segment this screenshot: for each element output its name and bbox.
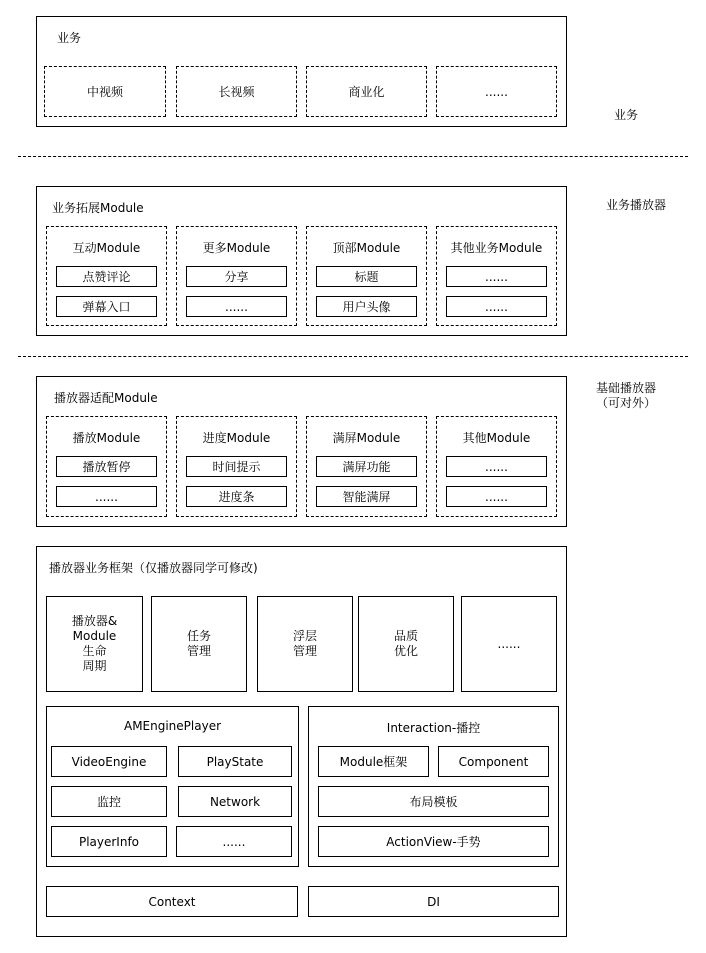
module-item: 标题 [316,266,417,287]
module-title: 其他Module [462,431,531,445]
interaction-item: ActionView-手势 [318,826,549,857]
module-title: 进度Module [202,431,271,445]
module-title: 顶部Module [332,241,401,255]
engine-item: VideoEngine [51,746,167,777]
module-item: ...... [446,486,547,507]
module-title: 互动Module [72,241,141,255]
module-item: 弹幕入口 [56,296,157,317]
module-item: 智能满屏 [316,486,417,507]
overlay-management-box [257,596,353,692]
business-item-mid-video: 中视频 [44,66,166,117]
framework-section-title: 播放器业务框架（仅播放器同学可修改) [49,561,258,575]
lifecycle-label: 播放器& Module 生命 周期 [71,614,118,673]
module-item: 时间提示 [186,456,287,477]
engine-item: 监控 [51,786,167,817]
lifecycle-box [46,596,143,692]
separator-2 [18,356,688,357]
module-item: 播放暂停 [56,456,157,477]
more-box [461,596,557,692]
more-label: ...... [497,636,521,651]
module-item: ...... [446,266,547,287]
interaction-item: Component [438,746,549,777]
engine-item: Network [178,786,292,817]
module-item: 分享 [186,266,287,287]
engine-player-title: AMEnginePlayer [123,719,222,733]
module-item: ...... [56,486,157,507]
di-box: DI [308,886,559,917]
module-title: 更多Module [202,241,271,255]
business-section-title: 业务 [57,31,82,45]
quality-optimization-label: 品质 优化 [393,629,418,658]
adapt-section-title: 播放器适配Module [54,391,158,405]
engine-item: PlayState [178,746,292,777]
module-item: 满屏功能 [316,456,417,477]
module-item: ...... [446,456,547,477]
module-item: 用户头像 [316,296,417,317]
side-label-business-player: 业务播放器 [605,198,666,212]
module-title: 其他业务Module [450,241,543,255]
interaction-title: Interaction-播控 [386,721,481,735]
business-item-long-video: 长视频 [176,66,297,117]
module-title: 播放Module [72,431,141,445]
side-label-base-player: 基础播放器 （可对外） [595,381,656,410]
quality-optimization-box [358,596,454,692]
business-item-more: ...... [436,66,557,117]
module-item: 点赞评论 [56,266,157,287]
task-management-box [151,596,247,692]
module-item: 进度条 [186,486,287,507]
module-title: 满屏Module [332,431,401,445]
ext-section-title: 业务拓展Module [52,201,144,215]
business-item-commercial: 商业化 [306,66,427,117]
separator-1 [18,156,688,157]
engine-item: ...... [176,826,292,857]
interaction-item: 布局模板 [318,786,549,817]
task-management-label: 任务 管理 [186,629,211,658]
overlay-management-label: 浮层 管理 [292,629,317,658]
module-item: ...... [186,296,287,317]
engine-item: PlayerInfo [51,826,167,857]
module-item: ...... [446,296,547,317]
context-box: Context [46,886,298,917]
side-label-business: 业务 [613,108,638,122]
interaction-item: Module框架 [318,746,429,777]
